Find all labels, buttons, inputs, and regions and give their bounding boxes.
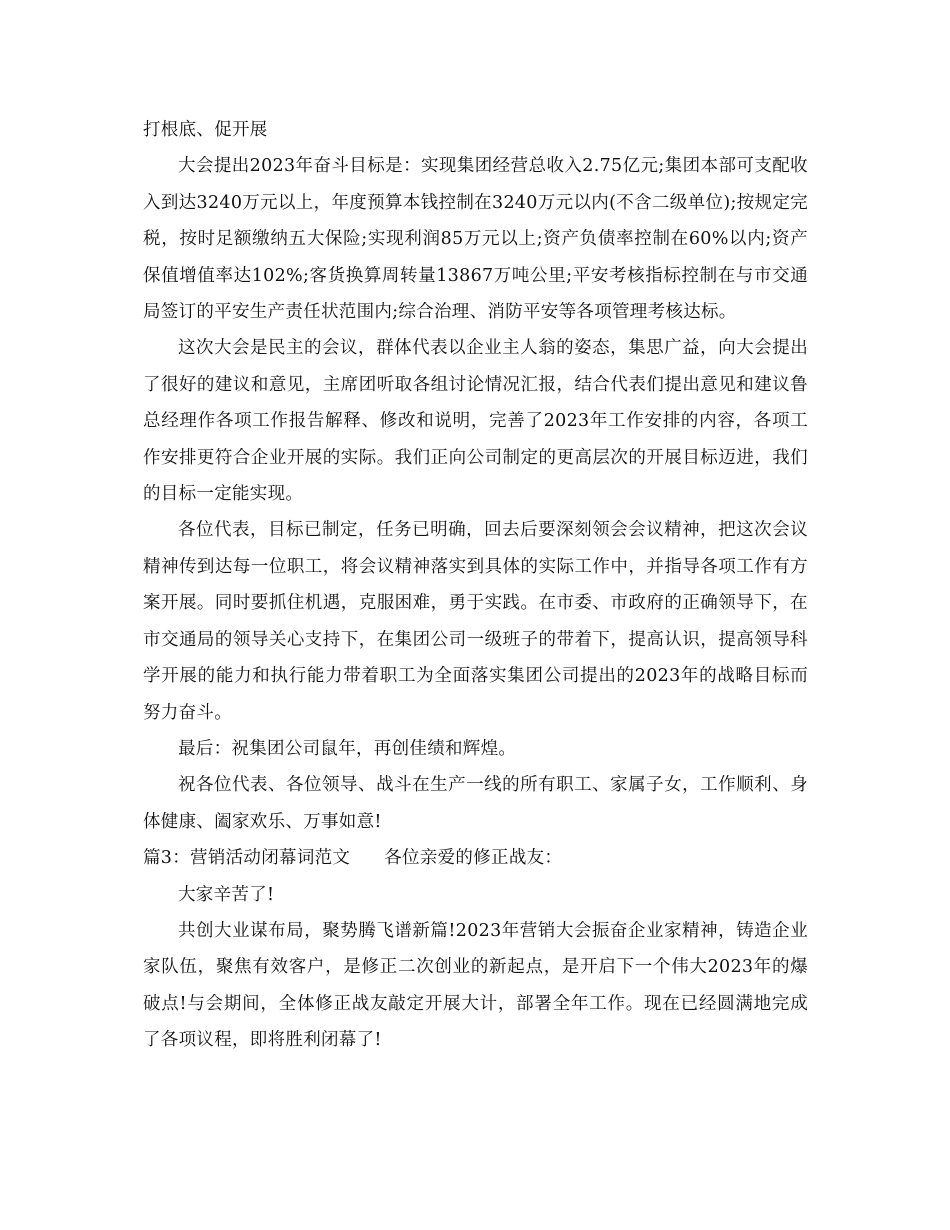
section-3-title: 篇3：营销活动闭幕词范文 [143, 848, 351, 869]
paragraph-goals: 大会提出2023年奋斗目标是：实现集团经营总收入2.75亿元;集团本部可支配收入到达3240万元以上，年度预算本钱控制在3240万元以内(不含二级单位);按规定完税，按时足额缴纳五大保险;实现利润85万元以上;资产负债率控制在60%以内;资产保值增值率达102%;客货换算周转量13867万吨公里;平安考核指标控制在与市交通局签订的平安生产责任状范围内;综合治理、消防平安等各项管理考核达标。 [143, 156, 808, 323]
heading-fragment: 打根底、促开展 [143, 120, 268, 140]
document-body [143, 112, 808, 1059]
section-3-salutation: 各位亲爱的修正战友： [384, 848, 563, 869]
section-3-line [143, 840, 808, 876]
paragraph-greeting: 大家辛苦了! [178, 884, 275, 905]
paragraph-closing-wish: 最后：祝集团公司鼠年，再创佳绩和辉煌。 [178, 738, 517, 759]
paragraph-delegates-call: 各位代表，目标已制定，任务已明确，回去后要深刻领会会议精神，把这次会议精神传到达每一位职工，将会议精神落实到具体的实际工作中，并指导各项工作有方案开展。同时要抓住机遇，克服困难，勇于实践。在市委、市政府的正确领导下，在市交通局的领导关心支持下，在集团公司一级班子的带着下，提高认识，提高领导科学开展的能力和执行能力带着职工为全面落实集团公司提出的2023年的战略目标而努力奋斗。 [143, 520, 808, 723]
paragraph-marketing-conference: 共创大业谋布局，聚势腾飞谱新篇!2023年营销大会振奋企业家精神，铸造企业家队伍，聚焦有效客户，是修正二次创业的新起点，是开启下一个伟大2023年的爆破点!与会期间，全体修正战友敲定开展大计，部署全年工作。现在已经圆满地完成了各项议程，即将胜利闭幕了! [143, 920, 808, 1051]
paragraph-democratic-meeting: 这次大会是民主的会议，群体代表以企业主人翁的姿态，集思广益，向大会提出了很好的建议和意见，主席团听取各组讨论情况汇报，结合代表们提出意见和建议鲁总经理作各项工作报告解释、修改和说明，完善了2023年工作安排的内容，各项工作安排更符合企业开展的实际。我们正向公司制定的更高层次的开展目标迈进，我们的目标一定能实现。 [143, 338, 808, 505]
paragraph-blessings: 祝各位代表、各位领导、战斗在生产一线的所有职工、家属子女，工作顺利、身体健康、阖家欢乐、万事如意! [143, 775, 808, 832]
